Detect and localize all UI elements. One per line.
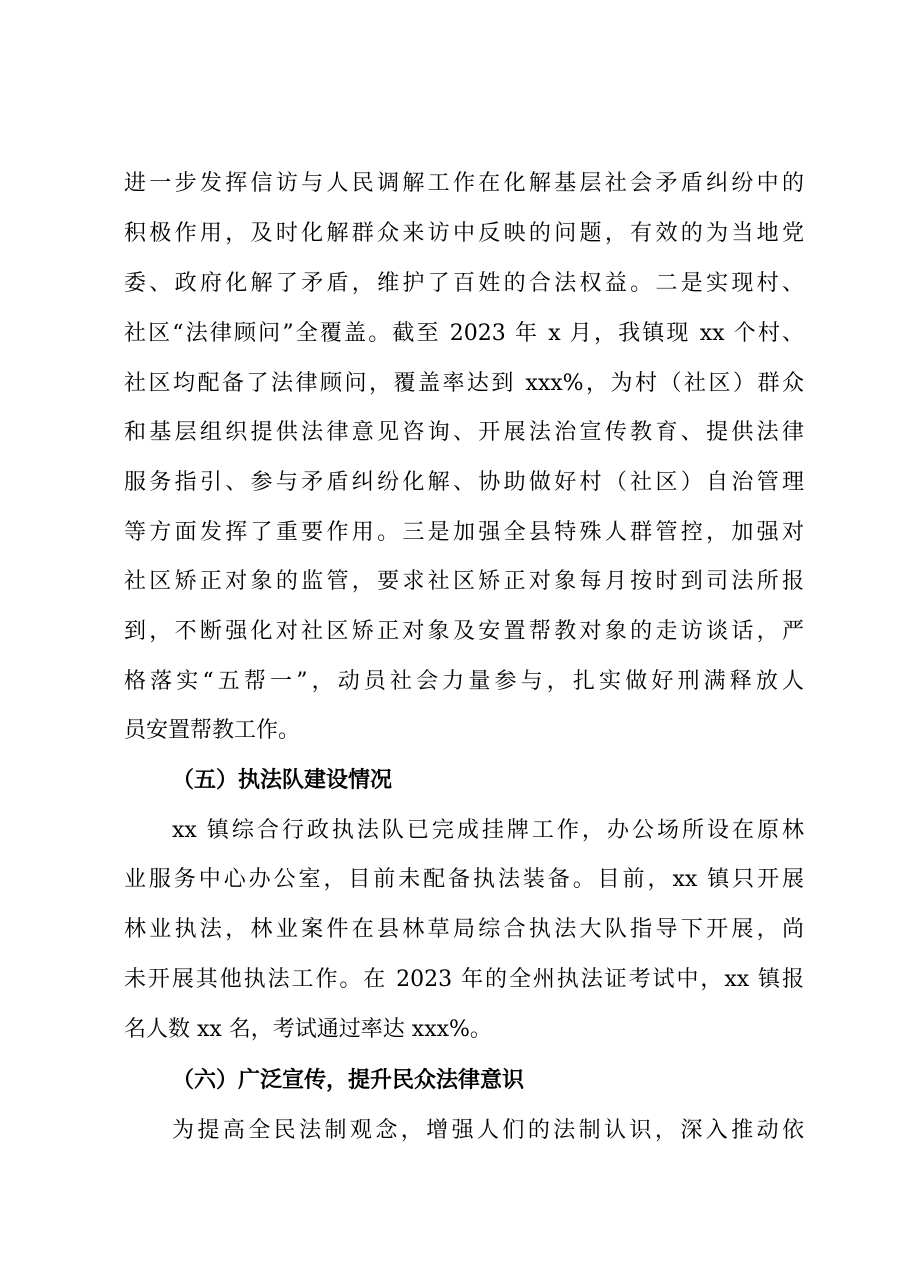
paragraph-line: 积极作用，及时化解群众来访中反映的问题，有效的为当地党 [124,221,804,246]
section-heading-5: （五）执法队建设情况 [172,768,393,793]
paragraph-line: 名人数 xx 名，考试通过率达 xxx%。 [124,1017,492,1042]
paragraph-line: 未开展其他执法工作。在 2023 年的全州执法证考试中，xx 镇报 [124,967,804,992]
paragraph-line: 为提高全民法制观念，增强人们的法制认识，深入推动依 [172,1118,804,1143]
paragraph-line: 社区均配备了法律顾问，覆盖率达到 xxx%，为村（社区）群众 [124,371,804,396]
paragraph-line: 到，不断强化对社区矫正对象及安置帮教对象的走访谈话，严 [124,619,804,644]
paragraph-line: 格落实“五帮一”，动员社会力量参与，扎实做好刑满释放人 [124,669,804,694]
paragraph-line: 员安置帮教工作。 [124,718,301,743]
paragraph-line: 社区矫正对象的监管，要求社区矫正对象每月按时到司法所报 [124,569,804,594]
paragraph-line: 等方面发挥了重要作用。三是加强全县特殊人群管控，加强对 [124,520,804,545]
section-heading-6: （六）广泛宣传，提升民众法律意识 [172,1068,525,1093]
paragraph-line: xx 镇综合行政执法队已完成挂牌工作，办公场所设在原林 [172,818,804,843]
paragraph-line: 林业执法，林业案件在县林草局综合执法大队指导下开展，尚 [124,917,804,942]
paragraph-line: 进一步发挥信访与人民调解工作在化解基层社会矛盾纠纷中的 [124,171,804,196]
paragraph-line: 和基层组织提供法律意见咨询、开展法治宣传教育、提供法律 [124,420,804,445]
paragraph-line: 业服务中心办公室，目前未配备执法装备。目前，xx 镇只开展 [124,867,804,892]
paragraph-line: 委、政府化解了矛盾，维护了百姓的合法权益。二是实现村、 [124,271,804,296]
paragraph-line: 社区“法律顾问”全覆盖。截至 2023 年 x 月，我镇现 xx 个村、 [124,321,804,346]
paragraph-line: 服务指引、参与矛盾纠纷化解、协助做好村（社区）自治管理 [124,470,804,495]
